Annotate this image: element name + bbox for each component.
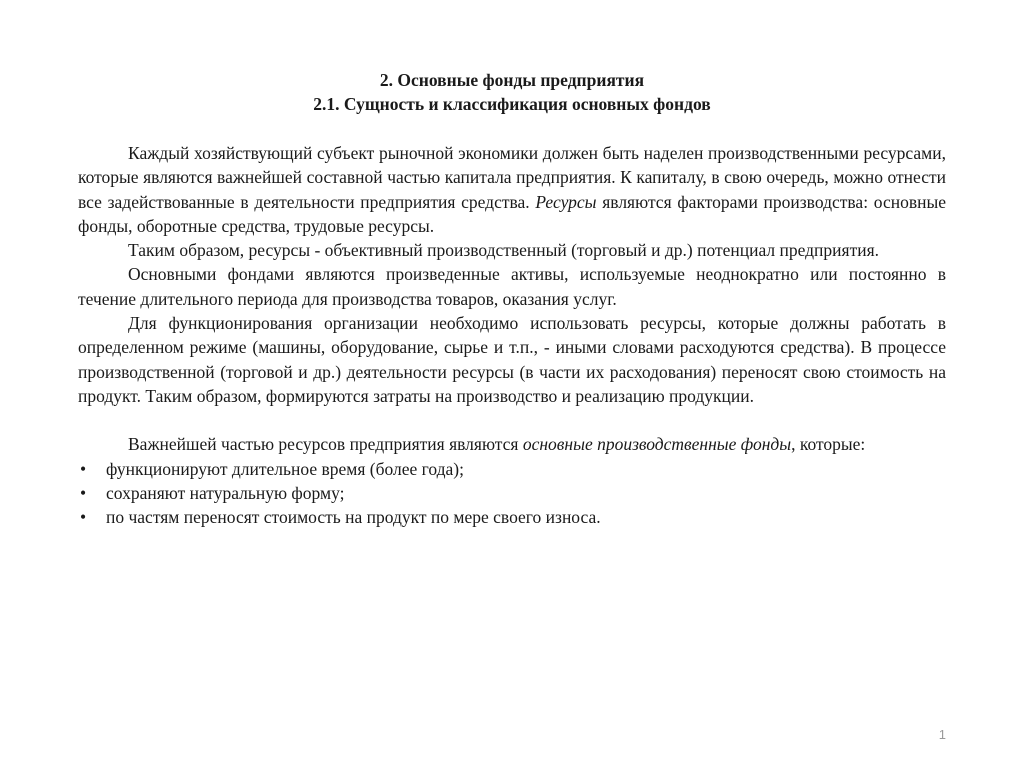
paragraph-5-text-a: Важнейшей частью ресурсов предприятия являются — [128, 434, 523, 455]
list-item-text: сохраняют натуральную форму; — [106, 482, 345, 503]
paragraph-1 — [78, 141, 946, 238]
list-item-text: по частям переносят стоимость на продукт по мере своего износа. — [106, 507, 601, 528]
paragraph-5 — [78, 432, 946, 456]
list-item — [78, 505, 946, 529]
subsection-title: 2.1. Сущность и классификация основных фондов — [313, 94, 711, 114]
page-number: 1 — [938, 727, 946, 742]
paragraph-1-emphasis: Ресурсы — [535, 191, 597, 212]
paragraph-1-text-b: являются факторами производства: основные фонды, оборотные средства, трудовые ресурсы. — [78, 191, 946, 236]
bullet-icon: • — [80, 507, 87, 528]
paragraph-1-text-a: Каждый хозяйствующий субъект рыночной экономики должен быть наделен производственными ресурсами, которые являются важнейшей составной частью капитала предприятия. К капиталу, в свою очередь, можно отнести все задействованные в деятельности предприятия средства. — [78, 143, 946, 212]
list-item-text: функционируют длительное время (более года); — [106, 458, 464, 479]
paragraph-2: Таким образом, ресурсы - объективный производственный (торговый и др.) потенциал предприятия. — [128, 240, 880, 261]
bullet-list — [78, 457, 946, 530]
list-item — [78, 481, 946, 505]
body-text — [78, 141, 946, 529]
section-title: 2. Основные фонды предприятия — [379, 70, 645, 90]
headings — [0, 68, 1024, 116]
bullet-icon: • — [80, 482, 87, 503]
paragraph-3: Основными фондами являются произведенные активы, используемые неоднократно или постоянно в течение длительного периода для производства товаров, оказания услуг. — [78, 264, 946, 309]
paragraph-4: Для функционирования организации необходимо использовать ресурсы, которые должны работать в определенном режиме (машины, оборудование, сырье и т.п., - иными словами расходуются средства). В процессе производственной (торговой и др.) деятельности ресурсы (в части их расходования) переносят свою стоимость на продукт. Таким образом, формируются затраты на производство и реализацию продукции. — [78, 313, 946, 406]
bullet-icon: • — [80, 458, 87, 479]
paragraph-5-text-b: , которые: — [791, 434, 866, 455]
list-item — [78, 457, 946, 481]
paragraph-5-emphasis: основные производственные фонды — [522, 434, 792, 455]
